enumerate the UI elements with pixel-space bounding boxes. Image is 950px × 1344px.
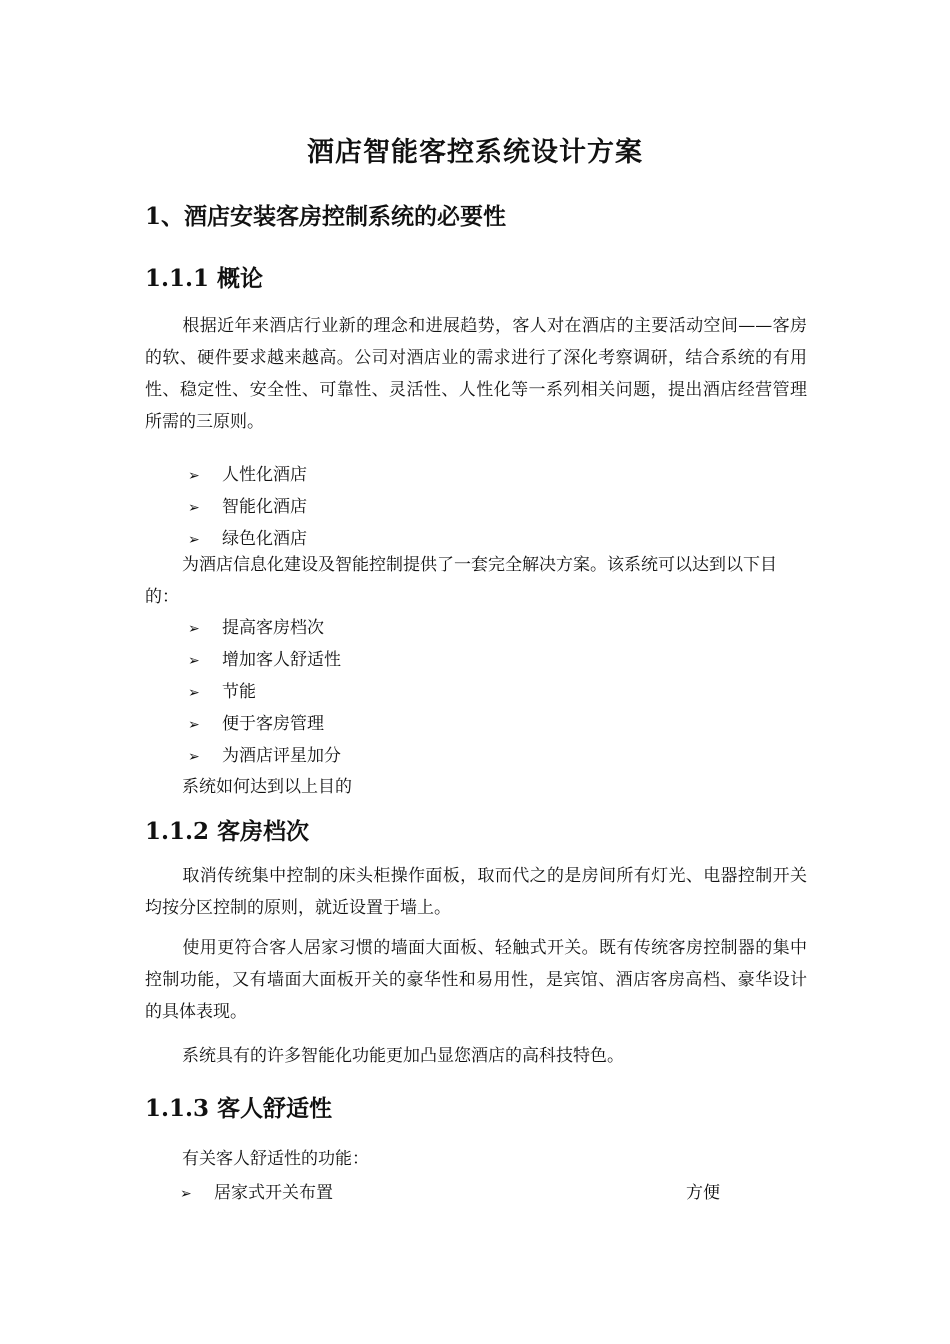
feature-benefit: 方便 — [686, 1183, 720, 1203]
section-heading-1-1-2: 1.1.2 客房档次 — [145, 818, 310, 845]
paragraph-overview: 根据近年来酒店行业新的理念和进展趋势，客人对在酒店的主要活动空间——客房的软、硬件要求越来越高。公司对酒店业的需求进行了深化考察调研，结合系统的有用性、稳定性、安全性、可靠性、灵活性、人性化等一系列相关问题，提出酒店经营管理所需的三原则。 — [145, 316, 807, 432]
closing-line: 系统如何达到以上目的 — [182, 777, 352, 797]
arrow-bullet-icon: ➢ — [188, 653, 200, 669]
arrow-bullet-icon: ➢ — [188, 685, 200, 701]
section-heading-1-1-3: 1.1.3 客人舒适性 — [145, 1095, 333, 1122]
bullet-item: ➢ 便于客房管理 — [188, 714, 324, 734]
bullet-item: ➢ 提高客房档次 — [188, 618, 324, 638]
section-heading-1: 1、酒店安装客房控制系统的必要性 — [145, 203, 507, 230]
bullet-item: ➢ 居家式开关布置 — [180, 1183, 333, 1203]
comfort-intro: 有关客人舒适性的功能： — [182, 1149, 369, 1169]
arrow-bullet-icon: ➢ — [180, 1186, 192, 1202]
paragraph-room-grade-3: 系统具有的许多智能化功能更加凸显您酒店的高科技特色。 — [182, 1046, 624, 1066]
document-title: 酒店智能客控系统设计方案 — [307, 137, 643, 168]
section-heading-1-1-1: 1.1.1 概论 — [145, 265, 264, 292]
bullet-item: ➢ 智能化酒店 — [188, 497, 307, 517]
paragraph-room-grade-1: 取消传统集中控制的床头柜操作面板，取而代之的是房间所有灯光、电器控制开关均按分区控制的原则，就近设置于墙上。 — [145, 866, 807, 918]
paragraph-room-grade-2: 使用更符合客人居家习惯的墙面大面板、轻触式开关。既有传统客房控制器的集中控制功能，又有墙面大面板开关的豪华性和易用性，是宾馆、酒店客房高档、豪华设计的具体表现。 — [145, 938, 807, 1022]
bullet-item: ➢ 为酒店评星加分 — [188, 746, 341, 766]
arrow-bullet-icon: ➢ — [188, 468, 200, 484]
arrow-bullet-icon: ➢ — [188, 532, 200, 548]
bullet-item: ➢ 绿色化酒店 — [188, 529, 307, 549]
arrow-bullet-icon: ➢ — [188, 717, 200, 733]
paragraph-goals-intro: 为酒店信息化建设及智能控制提供了一套完全解决方案。该系统可以达到以下目的： — [145, 555, 777, 607]
bullet-item: ➢ 人性化酒店 — [188, 465, 307, 485]
bullet-item: ➢ 增加客人舒适性 — [188, 650, 341, 670]
arrow-bullet-icon: ➢ — [188, 621, 200, 637]
arrow-bullet-icon: ➢ — [188, 749, 200, 765]
bullet-item: ➢ 节能 — [188, 682, 256, 702]
arrow-bullet-icon: ➢ — [188, 500, 200, 516]
